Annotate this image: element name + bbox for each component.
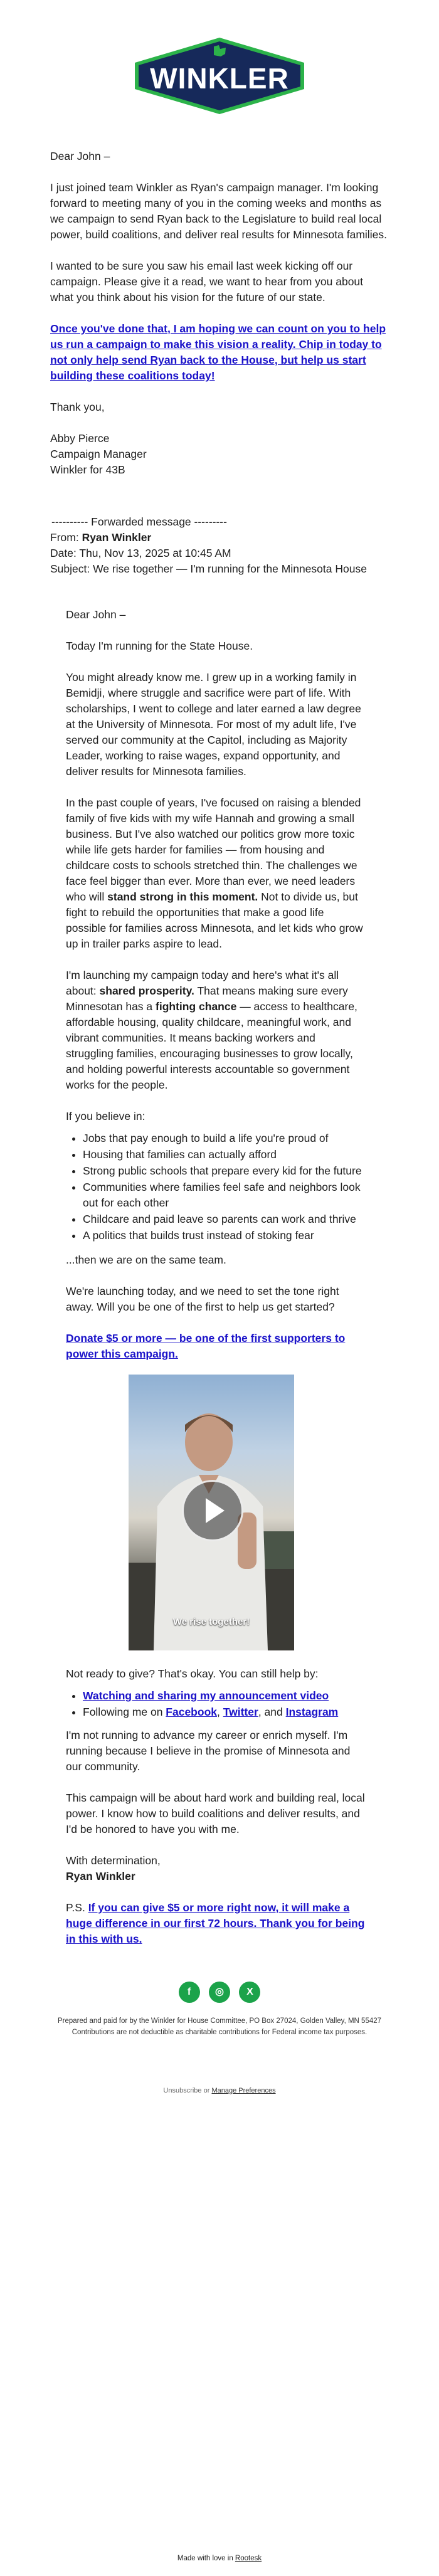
unsubscribe-row: Unsubscribe or Manage Preferences bbox=[163, 2087, 276, 2094]
forwarded-from: From: Ryan Winkler bbox=[50, 531, 152, 544]
beliefs-list bbox=[66, 1131, 366, 1243]
message-paragraph: I'm launching my campaign today and here's what it's all about: shared prosperity. That means making sure every Minnesotan has a fighting chance — access to healthcare, affordable housing, quality childcare, meaningful work, and vibrant communities. It means backing workers and struggling families, encouraging businesses to grow locally, and holding powerful interests accountable so government works for the people. bbox=[66, 969, 357, 1091]
signature-title: Campaign Manager bbox=[50, 448, 147, 460]
signature-org: Winkler for 43B bbox=[50, 463, 125, 476]
donate-paragraph bbox=[66, 1331, 366, 1362]
message-paragraph: We're launching today, and we need to set the tone right away. Will you be one of the first to help us get started? bbox=[66, 1285, 339, 1313]
instagram-icon[interactable]: ◎ bbox=[209, 1982, 230, 2003]
chip-in-link[interactable]: Once you've done that, I am hoping we can count on you to help us run a campaign to make this vision a reality. Chip in today to not only help send Ryan back to the House, but help us start building these coalitions today! bbox=[50, 322, 386, 382]
cover-thanks: Thank you, bbox=[50, 401, 105, 413]
closing: With determination, bbox=[66, 1854, 161, 1867]
social-links bbox=[50, 1982, 389, 2004]
header-logo bbox=[50, 0, 389, 116]
message-paragraph: This campaign will be about hard work and building real, local power. I know how to build coalitions and deliver results, and I'd be honored to have you with me. bbox=[66, 1792, 365, 1835]
list-item: • A politics that builds trust instead of stoking fear bbox=[83, 1228, 366, 1243]
manage-preferences-link[interactable]: Manage Preferences bbox=[211, 2087, 276, 2094]
facebook-icon[interactable]: f bbox=[179, 1982, 200, 2003]
ps-donate-link[interactable]: If you can give $5 or more right now, it will make a huge difference in our first 72 hours. Thank you for being in this with us. bbox=[66, 1901, 365, 1945]
not-ready-line: Not ready to give? That's okay. You can still help by: bbox=[66, 1667, 319, 1680]
email-body bbox=[50, 0, 389, 2094]
ps-paragraph: P.S. If you can give $5 or more right now, it will make a huge difference in our first 72 hours. Thank you for being in this with us. bbox=[66, 1901, 365, 1945]
logo-wordmark: WINKLER bbox=[150, 62, 289, 95]
list-item: • Following me on Facebook, Twitter, and Instagram bbox=[83, 1704, 366, 1720]
brand-link[interactable]: Rootesk bbox=[235, 2555, 262, 2562]
forwarded-message bbox=[66, 607, 366, 1947]
list-item: • Housing that families can actually afford bbox=[83, 1147, 366, 1163]
instagram-link[interactable]: Instagram bbox=[285, 1706, 339, 1718]
tax-line: Contributions are not deductible as charitable contributions for Federal income tax purposes. bbox=[71, 2029, 368, 2036]
list-item: • Strong public schools that prepare every kid for the future bbox=[83, 1163, 366, 1179]
twitter-link[interactable]: Twitter bbox=[223, 1706, 258, 1718]
message-paragraph: Today I'm running for the State House. bbox=[66, 640, 253, 652]
message-paragraph: You might already know me. I grew up in a working family in Bemidji, where struggle and sacrifice were part of life. With scholarships, I went to college and later earned a law degree at the University of Minnesota. For most of my adult life, I've served our community at the Capitol, including as Majority Leader, working to raise wages, expand opportunity, and deliver results for Minnesota families. bbox=[66, 671, 361, 778]
forwarded-date: Date: Thu, Nov 13, 2025 at 10:45 AM bbox=[50, 547, 231, 559]
facebook-link[interactable]: Facebook bbox=[166, 1706, 217, 1718]
same-team-line: ...then we are on the same team. bbox=[66, 1254, 226, 1266]
video-caption: We rise together! bbox=[172, 1617, 250, 1627]
list-item: • Jobs that pay enough to build a life you're proud of bbox=[83, 1131, 366, 1146]
paid-for-line: Prepared and paid for by the Winkler for House Committee, PO Box 27024, Golden Valley, MN 55427 bbox=[57, 2017, 382, 2025]
unsubscribe-link[interactable]: Unsubscribe bbox=[163, 2087, 202, 2094]
message-salutation: Dear John – bbox=[66, 608, 126, 621]
footer: Made with love in Rootesk bbox=[177, 2555, 262, 2562]
closing-name: Ryan Winkler bbox=[66, 1870, 135, 1882]
donate-link[interactable]: Donate $5 or more — be one of the first supporters to power this campaign. bbox=[66, 1332, 346, 1360]
forwarded-subject: Subject: We rise together — I'm running for the Minnesota House bbox=[50, 562, 367, 575]
help-list bbox=[66, 1688, 366, 1720]
share-video-link[interactable]: Watching and sharing my announcement video bbox=[83, 1689, 329, 1702]
legal-disclaimer bbox=[50, 2015, 389, 2038]
announcement-video[interactable] bbox=[129, 1375, 294, 1650]
cover-paragraph: I just joined team Winkler as Ryan's campaign manager. I'm looking forward to meeting many of you in the coming weeks and months as we campaign to send Ryan back to the Legislature to build real local power, build coalitions, and deliver real results for Minnesota families. bbox=[50, 181, 387, 241]
cover-cta-paragraph bbox=[50, 321, 389, 384]
message-paragraph: I'm not running to advance my career or enrich myself. I'm running because I believe in the promise of Minnesota and our community. bbox=[66, 1729, 351, 1773]
forwarded-label: ---------- Forwarded message --------- bbox=[51, 515, 227, 528]
list-item: • Childcare and paid leave so parents can work and thrive bbox=[83, 1211, 366, 1227]
sender-name: Ryan Winkler bbox=[82, 531, 152, 544]
beliefs-intro: If you believe in: bbox=[66, 1110, 145, 1122]
message-paragraph: In the past couple of years, I've focused on raising a blended family of five kids with my wife Hannah and growing a small business. But I've also watched our politics grow more toxic while life gets harder for families — from housing and childcare costs to schools stretched thin. The challenges we face feel bigger than ever. More than ever, we need leaders who will stand strong in this moment. Not to divide us, but fight to rebuild the opportunities that make a good life possible for families across Minnesota, and let kids who grow up in trailer parks aspire to lead. bbox=[66, 796, 363, 950]
x-icon[interactable]: X bbox=[239, 1982, 260, 2003]
signature-name: Abby Pierce bbox=[50, 432, 110, 445]
play-button[interactable] bbox=[182, 1480, 243, 1541]
cover-paragraph: I wanted to be sure you saw his email last week kicking off our campaign. Please give it a read, we want to hear from you about what you think about his vision for the future of our state. bbox=[50, 260, 364, 304]
cover-salutation: Dear John – bbox=[50, 150, 110, 162]
cover-signature bbox=[50, 431, 389, 478]
list-item bbox=[83, 1688, 366, 1704]
forwarded-header bbox=[50, 514, 389, 577]
list-item: • Communities where families feel safe and neighbors look out for each other bbox=[83, 1180, 366, 1211]
